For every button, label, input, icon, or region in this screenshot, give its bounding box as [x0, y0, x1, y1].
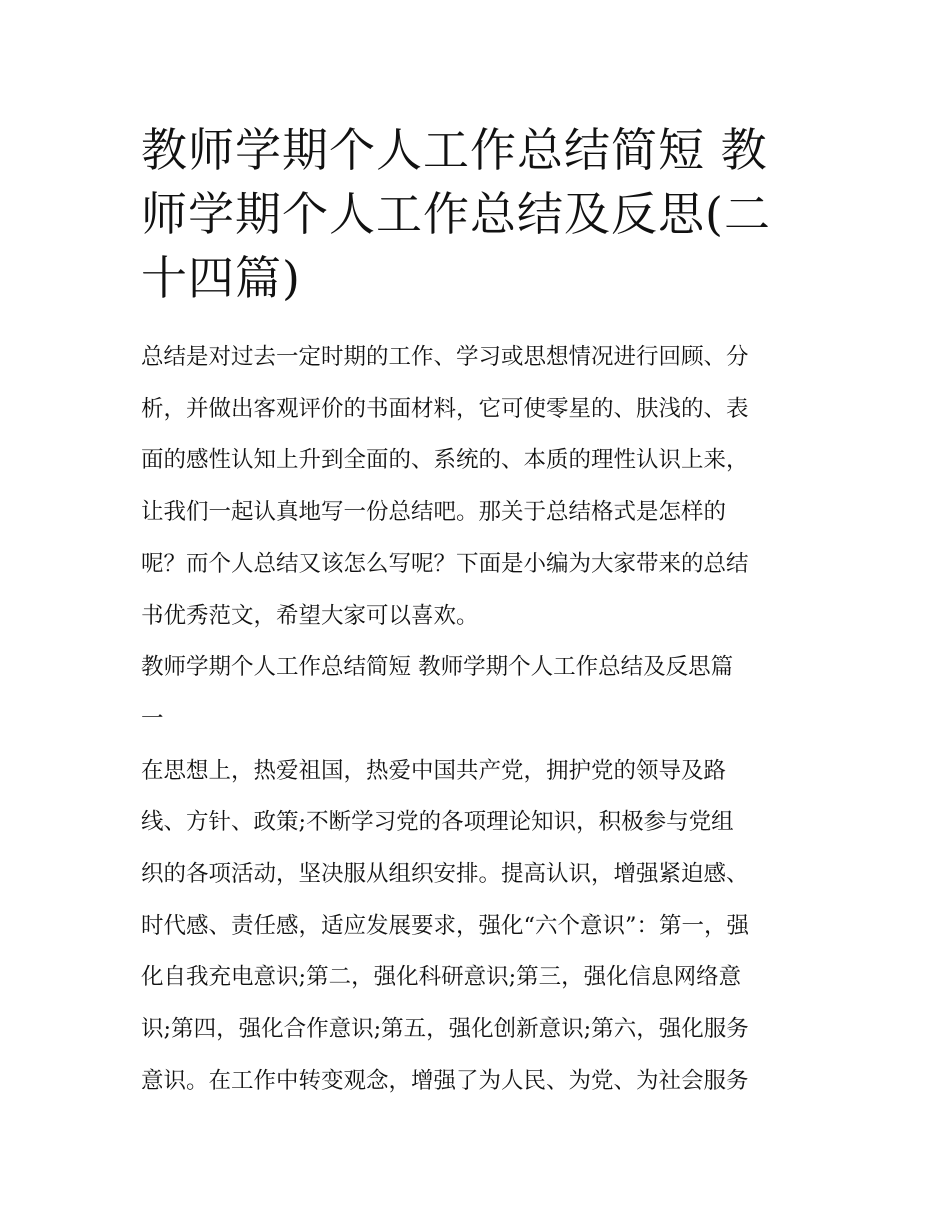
intro-line: 书优秀范文，希望大家可以喜欢。	[141, 602, 479, 629]
intro-line: 面的感性认知上升到全面的、系统的、本质的理性认识上来，	[141, 447, 749, 474]
document-content	[141, 118, 813, 1108]
paragraph-line: 识;第四，强化合作意识;第五，强化创新意识;第六，强化服务	[141, 1016, 749, 1043]
title-line: 十四篇)	[141, 251, 301, 305]
intro-line: 让我们一起认真地写一份总结吧。那关于总结格式是怎样的	[141, 499, 727, 526]
paragraph-line: 意识。在工作中转变观念，增强了为人民、为党、为社会服务	[141, 1067, 749, 1094]
section-heading-line: 一	[141, 705, 164, 732]
intro-line: 总结是对过去一定时期的工作、学习或思想情况进行回顾、分	[141, 344, 749, 370]
paragraph-line: 织的各项活动，坚决服从组织安排。提高认识，增强紧迫感、	[141, 861, 749, 888]
paragraph-line: 线、方针、政策;不断学习党的各项理论知识，积极参与党组	[141, 809, 734, 836]
paragraph-line: 在思想上，热爱祖国，热爱中国共产党，拥护党的领导及路	[141, 757, 727, 784]
document-body	[141, 332, 813, 1108]
intro-line: 呢？而个人总结又该怎么写呢？下面是小编为大家带来的总结	[141, 550, 749, 577]
paragraph-line: 时代感、责任感，适应发展要求，强化“六个意识”：第一，强	[141, 912, 750, 939]
title-line: 师学期个人工作总结及反思(二	[141, 187, 771, 241]
intro-line: 析，并做出客观评价的书面材料，它可使零星的、肤浅的、表	[141, 395, 749, 422]
paragraph-line: 化自我充电意识;第二，强化科研意识;第三，强化信息网络意	[141, 964, 742, 991]
document-title	[141, 118, 813, 310]
section-heading-line: 教师学期个人工作总结简短 教师学期个人工作总结及反思篇	[141, 654, 734, 681]
title-line: 教师学期个人工作总结简短 教	[141, 123, 768, 177]
